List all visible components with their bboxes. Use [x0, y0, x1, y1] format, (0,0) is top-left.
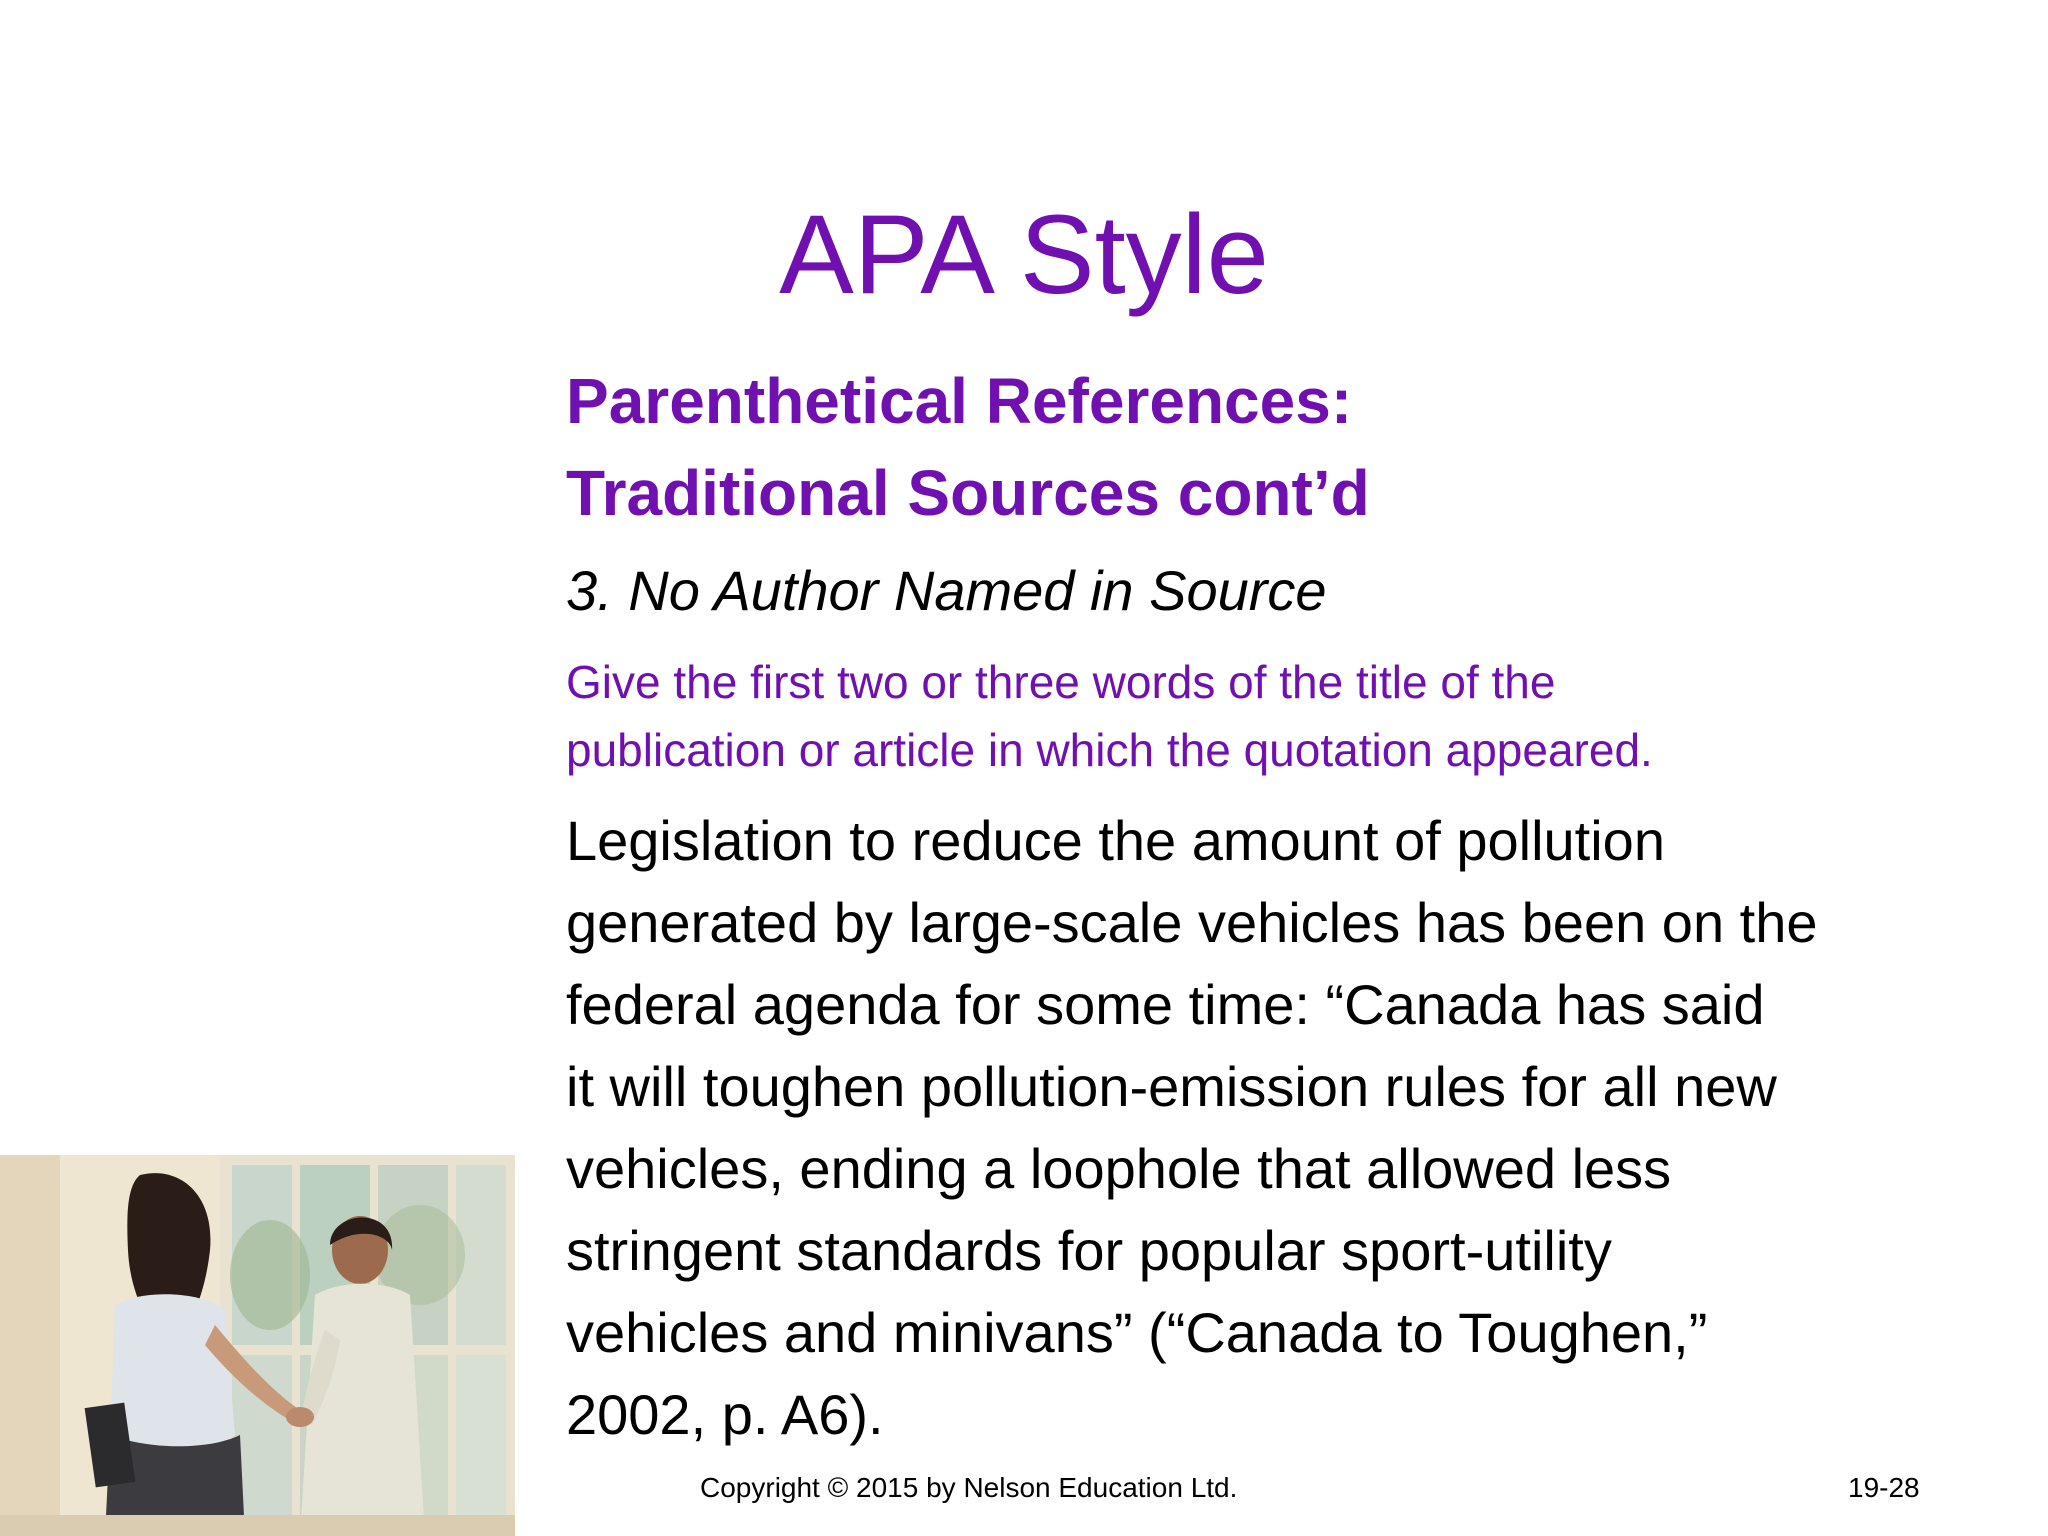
subtitle-line: Parenthetical References: [566, 365, 1353, 437]
example-line: federal agenda for some time: “Canada has said [566, 973, 1765, 1036]
example-line: vehicles and minivans” (“Canada to Toughen,” [566, 1301, 1708, 1364]
example-line: Legislation to reduce the amount of pollution [566, 809, 1665, 872]
example-line: it will toughen pollution-emission rules for all new [566, 1055, 1777, 1118]
subtitle-line: Traditional Sources cont’d [566, 457, 1370, 529]
instruction-text [566, 648, 1986, 784]
instruction-line: Give the first two or three words of the title of the [566, 656, 1556, 708]
case-heading: 3. No Author Named in Source [566, 559, 1327, 622]
example-line: 2002, p. A6). [566, 1383, 884, 1446]
handshake-photo [0, 1155, 515, 1536]
footer-copyright: Copyright © 2015 by Nelson Education Ltd. [700, 1472, 1238, 1503]
example-line: stringent standards for popular sport-utility [566, 1219, 1612, 1282]
instruction-line: publication or article in which the quotation appeared. [566, 724, 1653, 776]
slide-subtitle [566, 355, 1986, 539]
slide-title: APA Style [779, 192, 1269, 317]
example-quotation [566, 800, 2006, 1456]
slide-number: 19-28 [1848, 1472, 1920, 1503]
example-line: generated by large-scale vehicles has been on the [566, 891, 1818, 954]
example-line: vehicles, ending a loophole that allowed less [566, 1137, 1672, 1200]
